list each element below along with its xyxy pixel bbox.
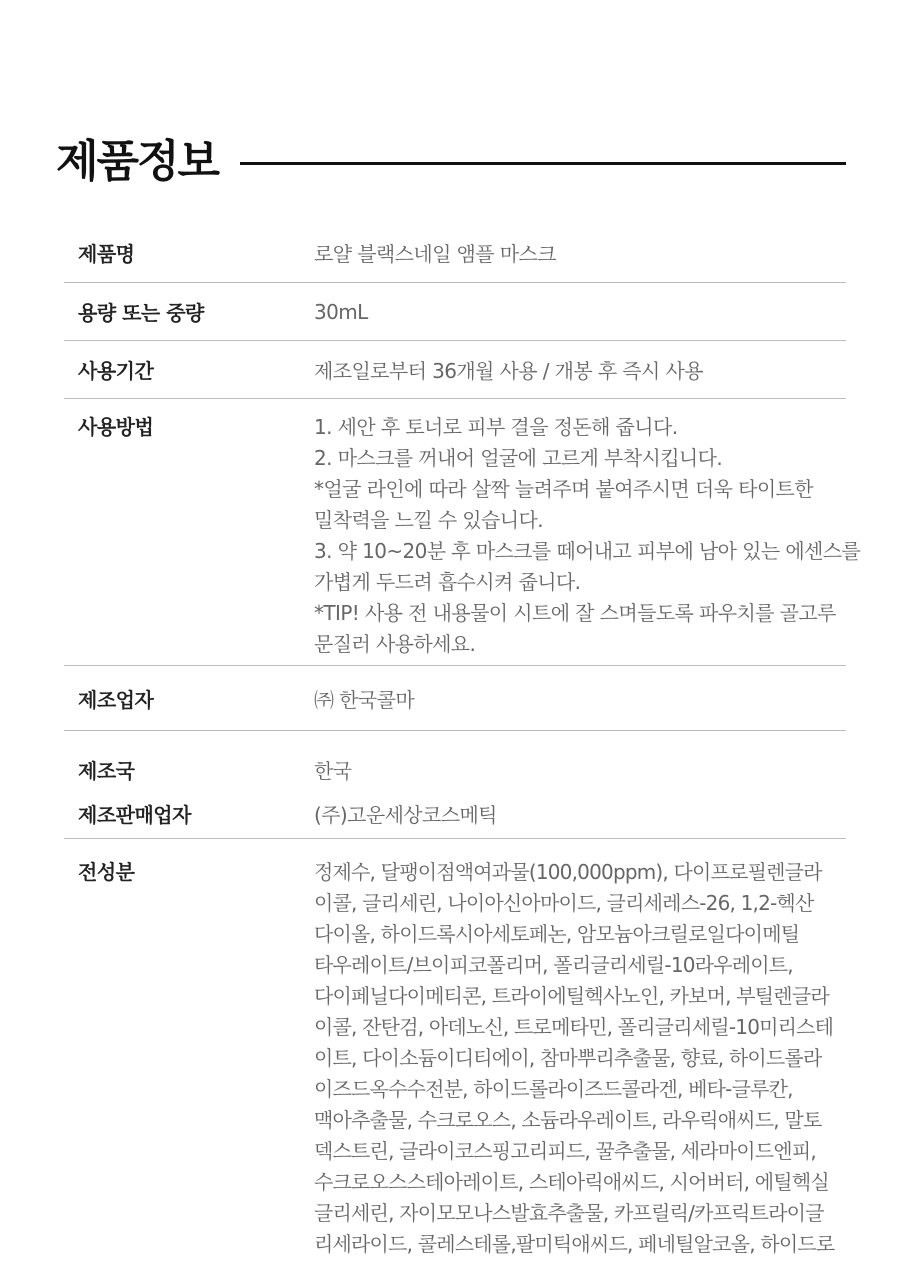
usage-line: 3. 약 10~20분 후 마스크를 떼어내고 피부에 남아 있는 에센스를 — [314, 539, 861, 563]
seller-label: 제조판매업자 — [78, 802, 191, 827]
ingredients-line: 타우레이트/브이피코폴리머, 폴리글리세릴-10라우레이트, — [314, 953, 793, 977]
usage-period-value: 제조일로부터 36개월 사용 / 개봉 후 즉시 사용 — [314, 359, 703, 383]
heading-rule — [240, 162, 846, 165]
usage-method-value — [314, 412, 860, 665]
row-usage-period — [64, 341, 846, 399]
ingredients-line: 이트, 다이소듐이디티에이, 참마뿌리추출물, 향료, 하이드롤라 — [314, 1046, 822, 1070]
usage-line: 2. 마스크를 꺼내어 얼굴에 고르게 부착시킵니다. — [314, 446, 723, 470]
ingredients-line: 덱스트린, 글라이코스핑고리피드, 꿀추출물, 세라마이드엔피, — [314, 1139, 816, 1163]
row-usage-method — [64, 399, 861, 666]
ingredients-line: 이콜, 글리세린, 나이아신아마이드, 글리세레스-26, 1,2-헥산 — [314, 891, 814, 915]
ingredients-line: 이즈드옥수수전분, 하이드롤라이즈드콜라겐, 베타-글루칸, — [314, 1077, 793, 1101]
seller-line — [64, 791, 846, 835]
country-label: 제조국 — [78, 758, 135, 783]
usage-line: 밀착력을 느낄 수 있습니다. — [314, 508, 543, 532]
row-product-name — [64, 222, 846, 283]
row-ingredients — [64, 839, 846, 1260]
ingredients-value — [314, 857, 846, 1260]
country-line — [64, 747, 846, 791]
ingredients-line: 맥아추출물, 수크로오스, 소듐라우레이트, 라우릭애씨드, 말토 — [314, 1108, 822, 1132]
ingredients-label: 전성분 — [78, 860, 135, 884]
volume-label: 용량 또는 중량 — [78, 301, 204, 325]
ingredients-line: 이콜, 잔탄검, 아데노신, 트로메타민, 폴리글리세릴-10미리스테 — [314, 1015, 834, 1039]
row-manufacturer — [64, 666, 846, 731]
seller-value: (주)고운세상코스메틱 — [314, 802, 497, 827]
volume-value: 30mL — [314, 299, 368, 324]
ingredients-line: 글리세린, 자이모모나스발효추출물, 카프릴릭/카프릭트라이글 — [314, 1201, 824, 1225]
usage-method-label: 사용방법 — [78, 415, 154, 439]
usage-line: 문질러 사용하세요. — [314, 632, 476, 656]
manufacturer-label: 제조업자 — [78, 687, 154, 712]
row-volume — [64, 283, 846, 341]
ingredients-line: 리세라이드, 콜레스테롤,팔미틱애씨드, 페네틸알코올, 하이드로 — [314, 1232, 835, 1256]
product-info-table — [64, 222, 861, 1260]
usage-line: *TIP! 사용 전 내용물이 시트에 잘 스며들도록 파우치를 골고루 — [314, 601, 836, 625]
ingredients-line: 다이올, 하이드록시아세토페논, 암모늄아크릴로일다이메틸 — [314, 922, 800, 946]
manufacturer-value: ㈜ 한국콜마 — [314, 687, 415, 712]
usage-period-label: 사용기간 — [78, 359, 154, 383]
country-value: 한국 — [314, 758, 352, 783]
ingredients-line: 수크로오스스테아레이트, 스테아릭애씨드, 시어버터, 에틸헥실 — [314, 1170, 829, 1194]
section-heading — [56, 134, 846, 190]
ingredients-line: 다이페닐다이메티콘, 트라이에틸헥사노인, 카보머, 부틸렌글라 — [314, 984, 829, 1008]
product-name-value: 로얄 블랙스네일 앰플 마스크 — [314, 241, 556, 266]
product-name-label: 제품명 — [78, 241, 135, 266]
section-title: 제품정보 — [56, 136, 219, 187]
ingredients-line: 정제수, 달팽이점액여과물(100,000ppm), 다이프로필렌글라 — [314, 860, 822, 884]
usage-line: 가볍게 두드려 흡수시켜 줍니다. — [314, 570, 581, 594]
usage-line: 1. 세안 후 토너로 피부 결을 정돈해 줍니다. — [314, 415, 678, 439]
row-country-seller — [64, 731, 846, 839]
usage-line: *얼굴 라인에 따라 살짝 늘려주며 붙여주시면 더욱 타이트한 — [314, 477, 813, 501]
